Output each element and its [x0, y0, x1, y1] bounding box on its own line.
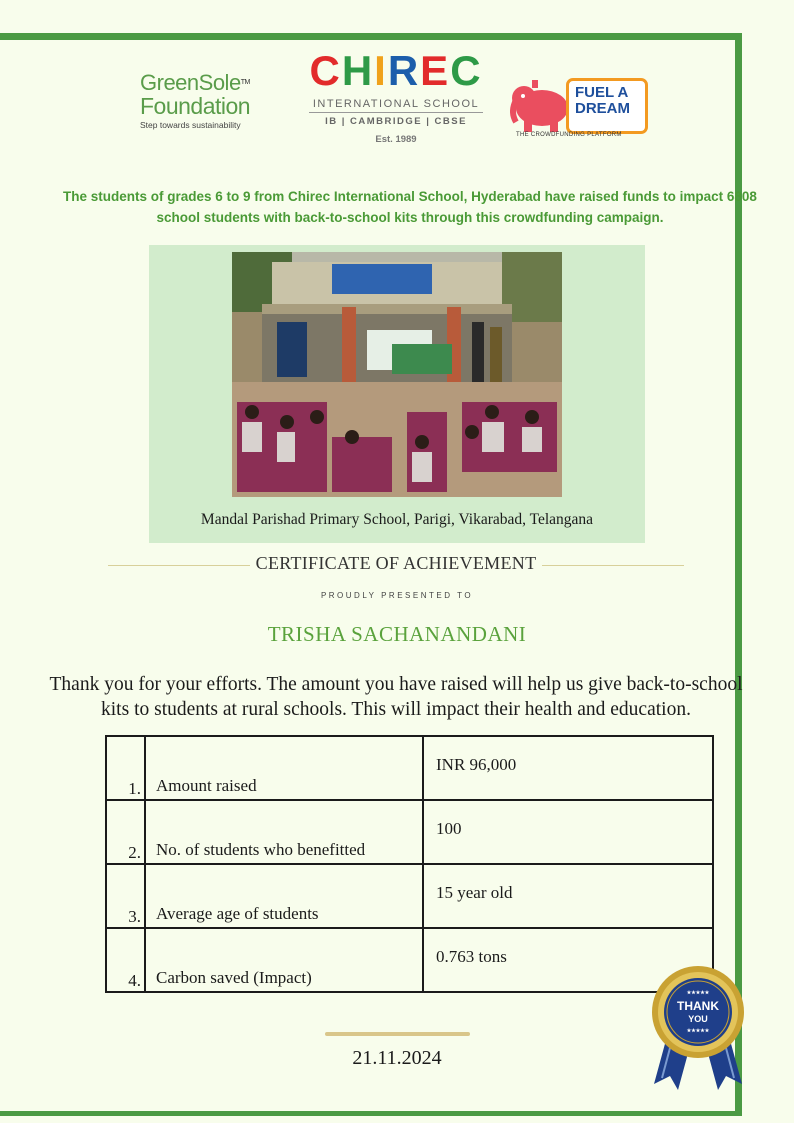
row-value: 0.763 tons [423, 928, 713, 992]
chirec-boards: IB | CAMBRIDGE | CBSE [325, 116, 467, 127]
photo-panel [149, 245, 645, 543]
row-value: 100 [423, 800, 713, 864]
row-label: No. of students who benefitted [145, 800, 423, 864]
row-value: INR 96,000 [423, 736, 713, 800]
chirec-logo [296, 48, 496, 148]
greensole-tagline: Step towards sustainability [140, 120, 241, 130]
table-row [106, 928, 713, 992]
badge-thank: THANK [677, 999, 719, 1013]
row-value: 15 year old [423, 864, 713, 928]
fuel-a-dream-line2: DREAM [575, 100, 630, 117]
row-label: Amount raised [145, 736, 423, 800]
thank-you-message: Thank you for your efforts. The amount you have raised will help us give back-to-school kits to students at rural schools. This will impact their health and education. [49, 674, 743, 720]
fuel-a-dream-line1: FUEL A [575, 84, 629, 101]
trademark-mark: TM [240, 79, 250, 86]
table-row [106, 800, 713, 864]
badge-stars-top: ★★★★★ [686, 990, 710, 996]
campaign-intro: The students of grades 6 to 9 from Chirec International School, Hyderabad have raised funds to impact 6808 school students with back-to-school kits through this crowdfunding campaign. [63, 189, 757, 225]
certificate-title-text: CERTIFICATE OF ACHIEVEMENT [250, 553, 543, 573]
fuel-a-dream-box [566, 78, 648, 134]
table-row [106, 736, 713, 800]
chirec-established: Est. 1989 [375, 134, 417, 145]
row-number: 4. [106, 928, 145, 992]
fuel-a-dream-tagline: THE CROWDFUNDING PLATFORM [516, 132, 622, 138]
greensole-logo [140, 72, 282, 134]
greensole-foundation: Foundation [140, 93, 251, 119]
border-top [0, 33, 741, 40]
greensole-name: GreenSole [140, 70, 241, 95]
row-number: 3. [106, 864, 145, 928]
school-photo [232, 252, 562, 497]
recipient-name: TRISHA SACHANANDANI [267, 622, 527, 646]
border-bottom [0, 1111, 742, 1116]
impact-table [105, 735, 714, 993]
chirec-subtitle: INTERNATIONAL SCHOOL [309, 98, 483, 113]
badge-you: YOU [688, 1014, 708, 1024]
row-number: 1. [106, 736, 145, 800]
row-number: 2. [106, 800, 145, 864]
chirec-wordmark: CHIREC [309, 47, 483, 94]
certificate-title [108, 553, 684, 577]
badge-stars-bottom: ★★★★★ [686, 1028, 710, 1034]
row-label: Carbon saved (Impact) [145, 928, 423, 992]
certificate-date: 21.11.2024 [352, 1047, 442, 1069]
fuel-a-dream-logo [510, 74, 646, 140]
table-row [106, 864, 713, 928]
thank-you-badge-icon [648, 960, 748, 1092]
elephant-icon [510, 78, 570, 136]
presented-to-label: PROUDLY PRESENTED TO [320, 591, 474, 600]
row-label: Average age of students [145, 864, 423, 928]
date-divider [325, 1032, 470, 1036]
photo-caption: Mandal Parishad Primary School, Parigi, Vikarabad, Telangana [200, 511, 594, 528]
